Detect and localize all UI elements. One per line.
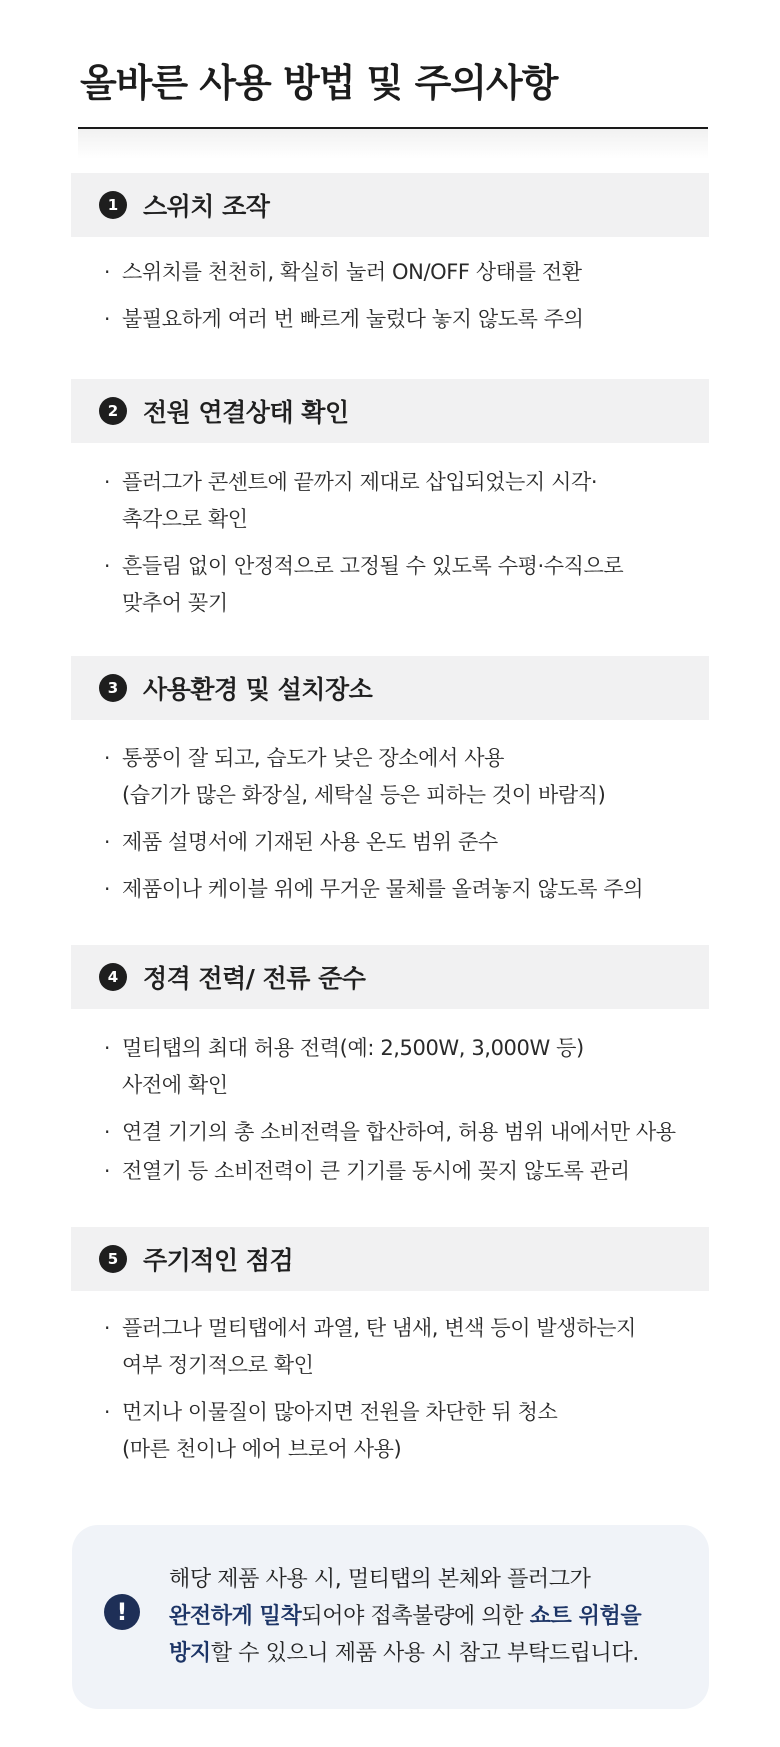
- list-item: [100, 1114, 700, 1151]
- item-text-continued: (마른 천이나 에어 브로어 사용): [122, 1437, 402, 1461]
- bullet-dot: ·: [104, 307, 110, 331]
- section-list-2: [100, 464, 700, 632]
- section-header-1: [71, 173, 709, 237]
- bullet-dot: ·: [104, 1400, 110, 1424]
- number-badge-4: 4: [99, 963, 127, 991]
- bullet-dot: ·: [104, 1120, 110, 1144]
- list-item: [100, 301, 700, 338]
- section-title-1: 스위치 조작: [143, 192, 270, 221]
- item-text-continued: 사전에 확인: [122, 1073, 228, 1097]
- list-item: [100, 1030, 700, 1104]
- section-header-5: [71, 1227, 709, 1291]
- section-title-4: 정격 전력/ 전류 준수: [143, 964, 366, 993]
- bullet-dot: ·: [104, 746, 110, 770]
- bullet-dot: ·: [104, 830, 110, 854]
- list-item: [100, 1310, 700, 1384]
- notice-line-1: 해당 제품 사용 시, 멀티탭의 본체와 플러그가: [169, 1567, 591, 1592]
- list-item: [100, 824, 700, 861]
- list-item: [100, 464, 700, 538]
- notice-highlight-short-risk: 쇼트 위험을: [529, 1604, 642, 1629]
- item-text: 제품이나 케이블 위에 무거운 물체를 올려놓지 않도록 주의: [122, 877, 644, 901]
- item-text: 전열기 등 소비전력이 큰 기기를 동시에 꽂지 않도록 관리: [122, 1159, 630, 1183]
- section-header-3: [71, 656, 709, 720]
- number-badge-1: 1: [99, 191, 127, 219]
- section-title-2: 전원 연결상태 확인: [143, 398, 349, 427]
- notice-text: [169, 1561, 641, 1672]
- item-text-continued: 맞추어 꽂기: [122, 591, 228, 615]
- list-item: [100, 1394, 700, 1468]
- list-item: [100, 1153, 700, 1190]
- section-header-2: [71, 379, 709, 443]
- section-list-5: [100, 1310, 700, 1478]
- notice-line-3-text: 할 수 있으니 제품 사용 시 참고 부탁드립니다.: [210, 1641, 639, 1666]
- item-text: 플러그나 멀티탭에서 과열, 탄 냄새, 변색 등이 발생하는지: [122, 1316, 636, 1340]
- notice-highlight-full-contact: 완전하게 밀착: [169, 1604, 302, 1629]
- item-text: 연결 기기의 총 소비전력을 합산하여, 허용 범위 내에서만 사용: [122, 1120, 676, 1144]
- notice-line-3: [169, 1635, 641, 1672]
- item-text: 통풍이 잘 되고, 습도가 낮은 장소에서 사용: [122, 746, 504, 770]
- list-item: [100, 254, 700, 291]
- item-text: 먼지나 이물질이 많아지면 전원을 차단한 뒤 청소: [122, 1400, 558, 1424]
- item-text: 제품 설명서에 기재된 사용 온도 범위 준수: [122, 830, 498, 854]
- item-text: 스위치를 천천히, 확실히 눌러 ON/OFF 상태를 전환: [122, 260, 582, 284]
- bullet-dot: ·: [104, 1036, 110, 1060]
- page-title: 올바른 사용 방법 및 주의사항: [80, 61, 558, 105]
- section-title-5: 주기적인 점검: [143, 1246, 294, 1275]
- section-title-3: 사용환경 및 설치장소: [143, 675, 373, 704]
- item-text-continued: 여부 정기적으로 확인: [122, 1353, 314, 1377]
- item-text-continued: (습기가 많은 화장실, 세탁실 등은 피하는 것이 바람직): [122, 783, 606, 807]
- number-badge-2: 2: [99, 397, 127, 425]
- title-divider-shadow: [78, 129, 708, 159]
- exclamation-icon: !: [104, 1594, 140, 1630]
- section-list-3: [100, 740, 700, 918]
- item-text: 플러그가 콘센트에 끝까지 제대로 삽입되었는지 시각·: [122, 470, 598, 494]
- notice-highlight-prevent: 방지: [169, 1641, 211, 1666]
- item-text-continued: 촉각으로 확인: [122, 507, 248, 531]
- list-item: [100, 548, 700, 622]
- section-list-1: [100, 254, 700, 348]
- section-header-4: [71, 945, 709, 1009]
- notice-line-2: [169, 1598, 641, 1635]
- list-item: [100, 740, 700, 814]
- number-badge-3: 3: [99, 674, 127, 702]
- bullet-dot: ·: [104, 1316, 110, 1340]
- number-badge-5: 5: [99, 1245, 127, 1273]
- bullet-dot: ·: [104, 470, 110, 494]
- bullet-dot: ·: [104, 260, 110, 284]
- section-list-4: [100, 1030, 700, 1200]
- bullet-dot: ·: [104, 554, 110, 578]
- notice-line-2-text: 되어야 접촉불량에 의한: [301, 1604, 530, 1629]
- bullet-dot: ·: [104, 877, 110, 901]
- list-item: [100, 871, 700, 908]
- item-text: 불필요하게 여러 번 빠르게 눌렀다 놓지 않도록 주의: [122, 307, 584, 331]
- bullet-dot: ·: [104, 1159, 110, 1183]
- item-text: 멀티탭의 최대 허용 전력(예: 2,500W, 3,000W 등): [122, 1036, 584, 1060]
- item-text: 흔들림 없이 안정적으로 고정될 수 있도록 수평·수직으로: [122, 554, 624, 578]
